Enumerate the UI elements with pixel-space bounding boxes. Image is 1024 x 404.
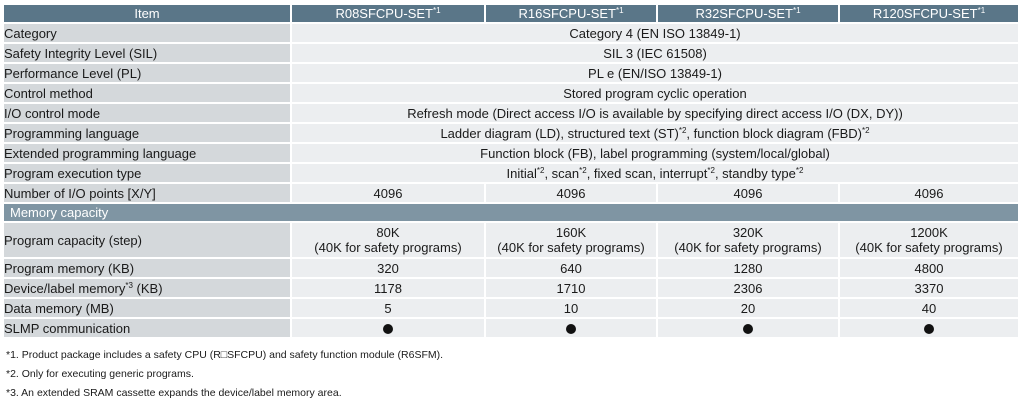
table-row bbox=[4, 318, 1019, 338]
row-label: Program execution type bbox=[4, 163, 291, 183]
table-row bbox=[4, 298, 1019, 318]
row-label: Data memory (MB) bbox=[4, 298, 291, 318]
row-value: Initial$^{*2}$, scan$^{*2}$, fixed scan, interrupt$^{*2}$, standby type$^{*2}$ bbox=[291, 163, 1019, 183]
cell-value: 2306 bbox=[657, 278, 839, 298]
header-r120: R120SFCPU-SET$^{*1}$ bbox=[839, 5, 1019, 23]
row-label: Extended programming language bbox=[4, 143, 291, 163]
footnote: *2. Only for executing generic programs. bbox=[6, 368, 194, 380]
table-row bbox=[4, 143, 1019, 163]
table-row bbox=[4, 23, 1019, 43]
row-label: Device/label memory$^{*3}$ (KB) bbox=[4, 278, 291, 298]
table-header-row bbox=[4, 5, 1019, 23]
section-title: Memory capacity bbox=[4, 203, 1019, 222]
row-label: I/O control mode bbox=[4, 103, 291, 123]
row-label: Programming language bbox=[4, 123, 291, 143]
table-row bbox=[4, 63, 1019, 83]
filled-circle-icon bbox=[743, 324, 753, 334]
cell-value: 1200K (40K for safety programs) bbox=[839, 222, 1019, 258]
row-value: Function block (FB), label programming (system/local/global) bbox=[291, 143, 1019, 163]
cell-value: 160K (40K for safety programs) bbox=[485, 222, 657, 258]
table-row bbox=[4, 83, 1019, 103]
row-label: Control method bbox=[4, 83, 291, 103]
table-row bbox=[4, 163, 1019, 183]
footnote: *3. An extended SRAM cassette expands the device/label memory area. bbox=[6, 387, 342, 399]
filled-circle-icon bbox=[924, 324, 934, 334]
table-row bbox=[4, 43, 1019, 63]
cell-value: 4096 bbox=[657, 183, 839, 203]
table-row bbox=[4, 258, 1019, 278]
row-label: Safety Integrity Level (SIL) bbox=[4, 43, 291, 63]
table-row bbox=[4, 222, 1019, 258]
filled-circle-icon bbox=[383, 324, 393, 334]
row-value: SIL 3 (IEC 61508) bbox=[291, 43, 1019, 63]
header-r32: R32SFCPU-SET$^{*1}$ bbox=[657, 5, 839, 23]
cell-value: 20 bbox=[657, 298, 839, 318]
cell-value bbox=[485, 318, 657, 338]
row-value: Ladder diagram (LD), structured text (ST)$^{*2}$, function block diagram (FBD)$^{*2}$ bbox=[291, 123, 1019, 143]
row-value: PL e (EN/ISO 13849-1) bbox=[291, 63, 1019, 83]
table-row bbox=[4, 123, 1019, 143]
header-item: Item bbox=[4, 5, 291, 23]
row-label: SLMP communication bbox=[4, 318, 291, 338]
section-row bbox=[4, 203, 1019, 222]
cell-value: 10 bbox=[485, 298, 657, 318]
cell-value bbox=[839, 318, 1019, 338]
table-row bbox=[4, 103, 1019, 123]
row-label: Number of I/O points [X/Y] bbox=[4, 183, 291, 203]
header-r08: R08SFCPU-SET$^{*1}$ bbox=[291, 5, 485, 23]
cell-value: 3370 bbox=[839, 278, 1019, 298]
row-value: Category 4 (EN ISO 13849-1) bbox=[291, 23, 1019, 43]
table-row bbox=[4, 278, 1019, 298]
cell-value: 1710 bbox=[485, 278, 657, 298]
cell-value: 80K (40K for safety programs) bbox=[291, 222, 485, 258]
cell-value: 1178 bbox=[291, 278, 485, 298]
cell-value: 4096 bbox=[485, 183, 657, 203]
cell-value: 1280 bbox=[657, 258, 839, 278]
cell-value: 320K (40K for safety programs) bbox=[657, 222, 839, 258]
cell-value: 40 bbox=[839, 298, 1019, 318]
cell-value: 4096 bbox=[839, 183, 1019, 203]
cell-value bbox=[657, 318, 839, 338]
cell-value bbox=[291, 318, 485, 338]
cell-value: 5 bbox=[291, 298, 485, 318]
row-label: Category bbox=[4, 23, 291, 43]
header-r16: R16SFCPU-SET$^{*1}$ bbox=[485, 5, 657, 23]
cell-value: 320 bbox=[291, 258, 485, 278]
filled-circle-icon bbox=[566, 324, 576, 334]
cell-value: 4096 bbox=[291, 183, 485, 203]
footnote: *1. Product package includes a safety CPU (R□SFCPU) and safety function module (R6SFM). bbox=[6, 349, 444, 361]
table-row bbox=[4, 183, 1019, 203]
footnotes bbox=[6, 346, 443, 403]
row-label: Performance Level (PL) bbox=[4, 63, 291, 83]
row-label: Program capacity (step) bbox=[4, 222, 291, 258]
cell-value: 4800 bbox=[839, 258, 1019, 278]
row-value: Stored program cyclic operation bbox=[291, 83, 1019, 103]
row-label: Program memory (KB) bbox=[4, 258, 291, 278]
row-value: Refresh mode (Direct access I/O is available by specifying direct access I/O (DX, DY)) bbox=[291, 103, 1019, 123]
cell-value: 640 bbox=[485, 258, 657, 278]
spec-table bbox=[4, 5, 1020, 339]
